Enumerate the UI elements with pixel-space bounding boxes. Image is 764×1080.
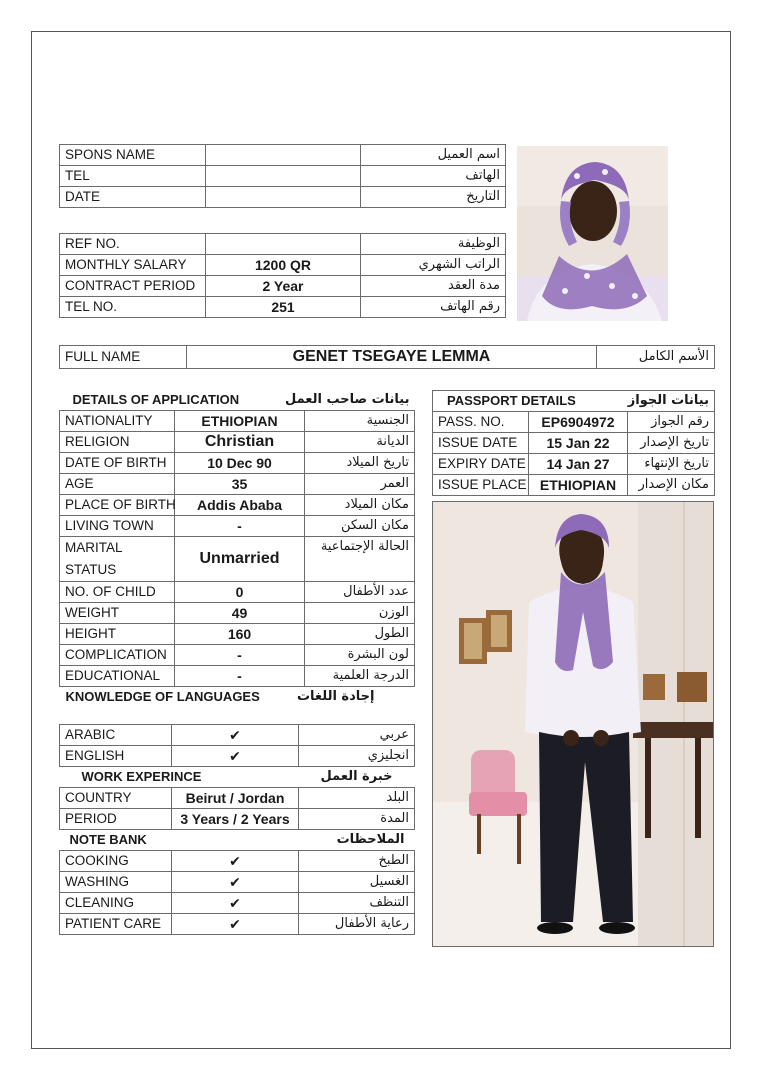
passport-label: EXPIRY DATE (433, 454, 529, 475)
passport-row (433, 454, 715, 475)
note-row (60, 914, 415, 935)
note-label: COOKING (60, 851, 172, 872)
full-body-illustration (433, 502, 713, 946)
job-label: MONTHLY SALARY (60, 255, 206, 276)
job-row (60, 276, 506, 297)
skills-table (59, 724, 415, 935)
language-label: ENGLISH (60, 746, 172, 767)
sponsor-value (206, 166, 361, 187)
application-row (60, 411, 415, 432)
experience-row (60, 809, 415, 830)
note-arabic: الغسيل (299, 872, 415, 893)
sponsor-label: TEL (60, 166, 206, 187)
passport-label: ISSUE PLACE (433, 475, 529, 496)
language-row (60, 746, 415, 767)
application-arabic: الجنسية (305, 411, 415, 432)
application-label: LIVING TOWN (60, 516, 175, 537)
application-label: WEIGHT (60, 603, 175, 624)
experience-label: PERIOD (60, 809, 172, 830)
job-row (60, 255, 506, 276)
job-arabic: رقم الهاتف (361, 297, 506, 318)
application-label: NATIONALITY (60, 411, 175, 432)
application-value: 10 Dec 90 (175, 453, 305, 474)
passport-header (433, 391, 715, 412)
application-row (60, 666, 415, 687)
check-icon: ✔ (172, 872, 299, 893)
portrait-photo (517, 146, 668, 321)
job-value (206, 234, 361, 255)
sponsor-label: SPONS NAME (60, 145, 206, 166)
marital-label-line2: STATUS (65, 562, 117, 577)
notes-title-arabic: الملاحظات (336, 832, 405, 847)
note-row (60, 872, 415, 893)
languages-title: KNOWLEDGE OF LANGUAGES (65, 689, 260, 704)
job-value: 1200 QR (206, 255, 361, 276)
passport-value: 15 Jan 22 (529, 433, 628, 454)
sponsor-arabic: الهاتف (361, 166, 506, 187)
application-value: - (175, 645, 305, 666)
passport-arabic: تاريخ الإنتهاء (628, 454, 715, 475)
note-label: WASHING (60, 872, 172, 893)
language-row (60, 725, 415, 746)
note-label: CLEANING (60, 893, 172, 914)
experience-label: COUNTRY (60, 788, 172, 809)
passport-arabic: رقم الجواز (628, 412, 715, 433)
application-value: 0 (175, 582, 305, 603)
passport-label: PASS. NO. (433, 412, 529, 433)
check-icon: ✔ (172, 725, 299, 746)
full-name-value: GENET TSEGAYE LEMMA (187, 346, 597, 369)
check-icon: ✔ (172, 914, 299, 935)
application-table (59, 390, 415, 707)
passport-row (433, 475, 715, 496)
sponsor-arabic: التاريخ (361, 187, 506, 208)
sponsor-value (206, 187, 361, 208)
application-arabic: مكان السكن (305, 516, 415, 537)
application-value: Unmarried (175, 537, 305, 582)
job-value: 251 (206, 297, 361, 318)
application-arabic: الطول (305, 624, 415, 645)
marital-label-line1: MARITAL (65, 540, 123, 555)
full-name-arabic: الأسم الكامل (597, 346, 715, 369)
application-arabic: الوزن (305, 603, 415, 624)
notes-header (60, 830, 415, 851)
note-arabic: التنظف (299, 893, 415, 914)
application-arabic: لون البشرة (305, 645, 415, 666)
job-arabic: الوظيفة (361, 234, 506, 255)
job-row (60, 234, 506, 255)
note-arabic: الطبخ (299, 851, 415, 872)
passport-arabic: تاريخ الإصدار (628, 433, 715, 454)
sponsor-value (206, 145, 361, 166)
experience-value: Beirut / Jordan (172, 788, 299, 809)
application-label: DATE OF BIRTH (60, 453, 175, 474)
passport-table (432, 390, 715, 496)
application-value: - (175, 666, 305, 687)
experience-arabic: البلد (299, 788, 415, 809)
application-row (60, 582, 415, 603)
full-name-table (59, 345, 715, 369)
job-label: TEL NO. (60, 297, 206, 318)
job-table (59, 233, 506, 318)
portrait-illustration (517, 146, 668, 321)
job-arabic: الراتب الشهري (361, 255, 506, 276)
application-value: - (175, 516, 305, 537)
sponsor-row (60, 166, 506, 187)
experience-title: WORK EXPERINCE (81, 769, 202, 784)
passport-row (433, 412, 715, 433)
passport-value: EP6904972 (529, 412, 628, 433)
language-arabic: عربي (299, 725, 415, 746)
sponsor-arabic: اسم العميل (361, 145, 506, 166)
application-label: NO. OF CHILD (60, 582, 175, 603)
application-arabic: الحالة الإجتماعية (305, 537, 415, 582)
languages-header (60, 687, 415, 708)
application-label: PLACE OF BIRTH (60, 495, 175, 516)
experience-title-arabic: خبرة العمل (320, 769, 393, 784)
application-title-arabic: بيانات صاحب العمل (284, 392, 410, 407)
job-arabic: مدة العقد (361, 276, 506, 297)
application-arabic: تاريخ الميلاد (305, 453, 415, 474)
application-arabic: مكان الميلاد (305, 495, 415, 516)
sponsor-row (60, 187, 506, 208)
application-arabic: العمر (305, 474, 415, 495)
application-value: 49 (175, 603, 305, 624)
check-icon: ✔ (172, 746, 299, 767)
application-row (60, 432, 415, 453)
full-name-label: FULL NAME (60, 346, 187, 369)
passport-title-arabic: بيانات الجواز (628, 391, 715, 412)
application-row (60, 624, 415, 645)
passport-value: ETHIOPIAN (529, 475, 628, 496)
application-row (60, 537, 415, 582)
languages-title-arabic: إجادة اللغات (296, 689, 375, 704)
check-icon: ✔ (172, 851, 299, 872)
notes-title: NOTE BANK (69, 832, 147, 847)
application-value: 160 (175, 624, 305, 645)
application-row (60, 516, 415, 537)
language-label: ARABIC (60, 725, 172, 746)
job-value: 2 Year (206, 276, 361, 297)
application-row (60, 495, 415, 516)
experience-row (60, 788, 415, 809)
note-row (60, 851, 415, 872)
application-arabic: عدد الأطفال (305, 582, 415, 603)
check-icon: ✔ (172, 893, 299, 914)
application-value: Christian (175, 432, 305, 453)
application-row (60, 645, 415, 666)
sponsor-row (60, 145, 506, 166)
application-value: 35 (175, 474, 305, 495)
passport-row (433, 433, 715, 454)
experience-arabic: المدة (299, 809, 415, 830)
experience-value: 3 Years / 2 Years (172, 809, 299, 830)
application-label: RELIGION (60, 432, 175, 453)
application-title: DETAILS OF APPLICATION (72, 392, 240, 407)
application-label: EDUCATIONAL (60, 666, 175, 687)
experience-header (60, 767, 415, 788)
passport-title: PASSPORT DETAILS (433, 391, 628, 412)
application-header (60, 390, 415, 411)
application-label: AGE (60, 474, 175, 495)
sponsor-label: DATE (60, 187, 206, 208)
note-row (60, 893, 415, 914)
language-arabic: انجليزي (299, 746, 415, 767)
note-label: PATIENT CARE (60, 914, 172, 935)
job-label: CONTRACT PERIOD (60, 276, 206, 297)
note-arabic: رعاية الأطفال (299, 914, 415, 935)
application-label (60, 537, 175, 582)
application-row (60, 453, 415, 474)
passport-label: ISSUE DATE (433, 433, 529, 454)
application-value: Addis Ababa (175, 495, 305, 516)
passport-arabic: مكان الإصدار (628, 475, 715, 496)
application-label: COMPLICATION (60, 645, 175, 666)
job-label: REF NO. (60, 234, 206, 255)
application-arabic: الدرجة العلمية (305, 666, 415, 687)
sponsor-table (59, 144, 506, 208)
application-value: ETHIOPIAN (175, 411, 305, 432)
full-body-photo (432, 501, 714, 947)
application-row (60, 603, 415, 624)
application-label: HEIGHT (60, 624, 175, 645)
application-row (60, 474, 415, 495)
passport-value: 14 Jan 27 (529, 454, 628, 475)
job-row (60, 297, 506, 318)
application-arabic: الديانة (305, 432, 415, 453)
